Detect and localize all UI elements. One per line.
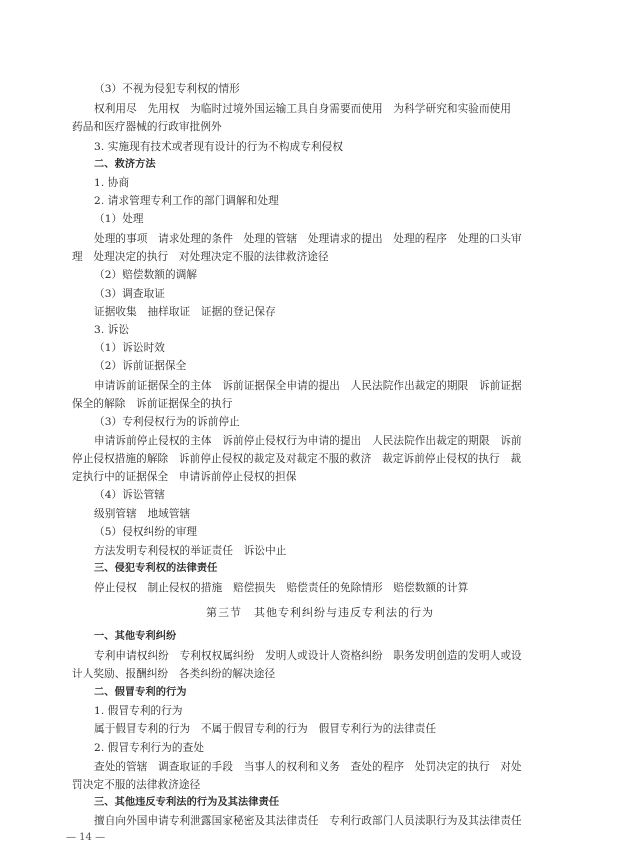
text-line: 药品和医疗器械的行政审批例外 [72, 121, 222, 133]
text-line: 属于假冒专利的行为 不属于假冒专利的行为 假冒专利行为的法律责任 [94, 723, 437, 735]
text-line: 1. 协商 [94, 177, 130, 189]
page-number: — 14 — [66, 832, 106, 843]
text-line: （2）赔偿数额的调解 [94, 269, 198, 281]
text-line: 方法发明专利侵权的举证责任 诉讼中止 [94, 545, 287, 557]
text-line: 处理的事项 请求处理的条件 处理的管辖 处理请求的提出 处理的程序 处理的口头审 [94, 233, 522, 245]
text-line: （1）处理 [94, 213, 144, 225]
text-line: 3. 实施现有技术或者现有设计的行为不构成专利侵权 [94, 141, 344, 153]
text-line: 计人奖励、报酬纠纷 各类纠纷的解决途径 [72, 668, 276, 680]
section-title: 第三节 其他专利纠纷与违反专利法的行为 [206, 606, 434, 619]
text-line: 证据收集 抽样取证 证据的登记保存 [94, 306, 276, 318]
text-line: 定执行中的证据保全 申请诉前停止侵权的担保 [72, 471, 297, 483]
text-line: 停止侵权 制止侵权的措施 赔偿损失 赔偿责任的免除情形 赔偿数额的计算 [94, 582, 469, 594]
text-line: 擅自向外国申请专利泄露国家秘密及其法律责任 专利行政部门人员渎职行为及其法律责任 [94, 815, 522, 827]
text-line: （5）侵权纠纷的审理 [94, 526, 198, 538]
text-line: 3. 诉讼 [94, 324, 130, 336]
text-line: （3）不视为侵犯专利权的情形 [94, 83, 240, 95]
text-line: （1）诉讼时效 [94, 342, 166, 354]
text-line: 保全的解除 诉前证据保全的执行 [72, 398, 233, 410]
text-line: 停止侵权措施的解除 诉前停止侵权的裁定及对裁定不服的救济 裁定诉前停止侵权的执行 裁 [72, 453, 522, 465]
text-line: 级别管辖 地域管辖 [94, 508, 191, 520]
text-line: （4）诉讼管辖 [94, 489, 166, 501]
text-line: 1. 假冒专利的行为 [94, 705, 183, 717]
text-line: 2. 假冒专利行为的查处 [94, 742, 205, 754]
text-line: 专利申请权纠纷 专利权权属纠纷 发明人或设计人资格纠纷 职务发明创造的发明人或设 [94, 650, 522, 662]
heading: 三、其他违反专利法的行为及其法律责任 [94, 797, 280, 808]
heading: 二、救济方法 [94, 159, 156, 170]
text-line: 查处的管辖 调查取证的手段 当事人的权利和义务 查处的程序 处罚决定的执行 对处 [94, 761, 522, 773]
text-line: 权利用尽 先用权 为临时过境外国运输工具自身需要而使用 为科学研究和实验而使用 [94, 103, 512, 115]
text-line: 2. 请求管理专利工作的部门调解和处理 [94, 195, 279, 207]
text-line: 申请诉前停止侵权的主体 诉前停止侵权行为申请的提出 人民法院作出裁定的期限 诉前 [94, 435, 522, 447]
text-line: （3）专利侵权行为的诉前停止 [94, 416, 240, 428]
text-line: 申请诉前证据保全的主体 诉前证据保全申请的提出 人民法院作出裁定的期限 诉前证据 [94, 380, 522, 392]
heading: 一、其他专利纠纷 [94, 631, 177, 642]
text-line: 罚决定不服的法律救济途径 [72, 779, 201, 791]
heading: 二、假冒专利的行为 [94, 687, 187, 698]
heading: 三、侵犯专利权的法律责任 [94, 563, 218, 574]
text-line: （3）调查取证 [94, 288, 166, 300]
text-line: 理 处理决定的执行 对处理决定不服的法律救济途径 [72, 251, 329, 263]
text-line: （2）诉前证据保全 [94, 360, 187, 372]
